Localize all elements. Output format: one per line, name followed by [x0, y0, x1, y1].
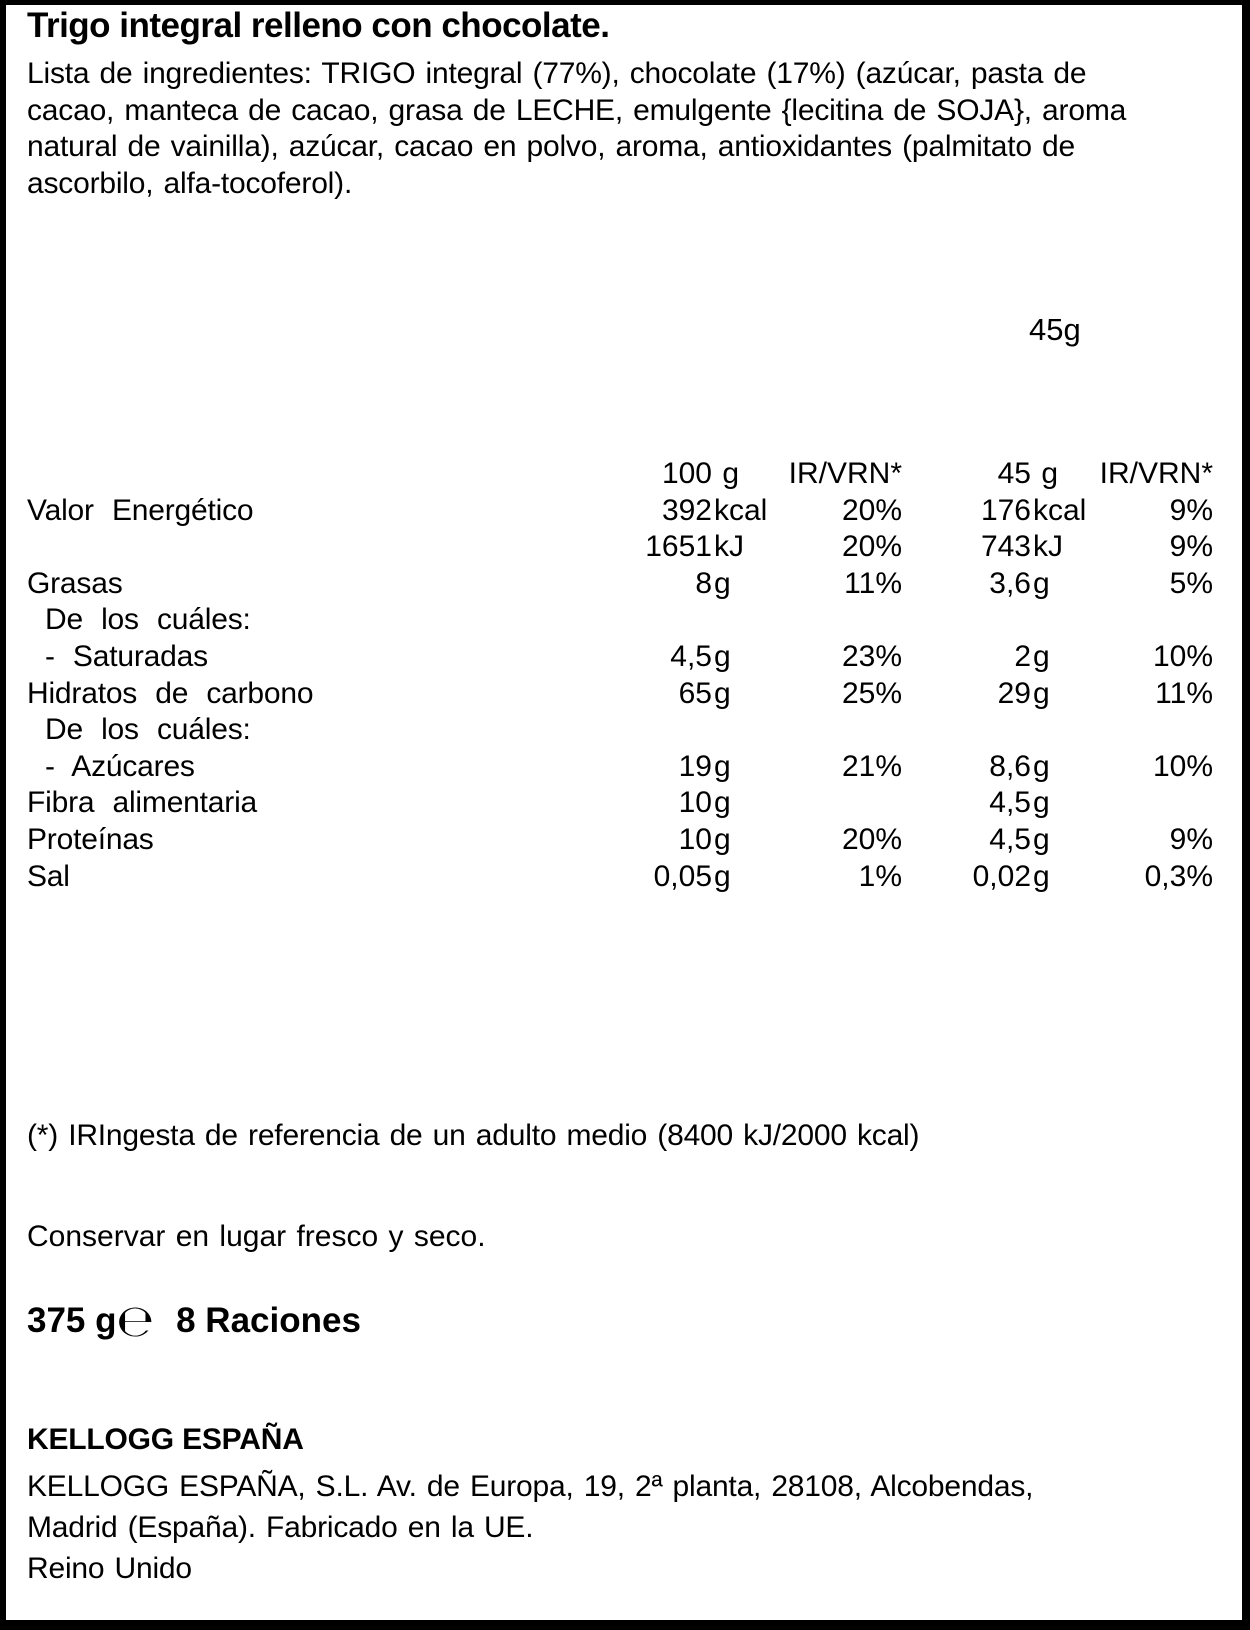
manufacturer-name: KELLOGG ESPAÑA — [27, 1423, 304, 1456]
unit-100g: g — [714, 786, 731, 820]
value-45g: 4,5 — [989, 786, 1031, 820]
value-100g: 10 — [678, 822, 712, 856]
nutrition-table-header-row — [0, 456, 1250, 493]
unit-100g: g — [714, 822, 731, 856]
value-100g: 10 — [678, 786, 712, 820]
unit-100g: g — [714, 676, 731, 710]
unit-45g: g — [1033, 749, 1050, 783]
unit-45g: g — [1033, 566, 1050, 600]
row-label: Fibra alimentaria — [27, 786, 258, 820]
row-label: Sal — [27, 859, 70, 893]
pct-100g: 25% — [841, 676, 902, 710]
unit-100g: g — [714, 639, 731, 673]
row-label: - Saturadas — [45, 639, 208, 673]
pct-45g: 10% — [1152, 639, 1213, 673]
row-label: De los cuáles: — [45, 713, 251, 747]
pct-100g: 23% — [841, 639, 902, 673]
row-label: Valor Energético — [27, 493, 254, 527]
pct-45g: 0,3% — [1144, 859, 1213, 893]
estimated-sign: ℮ — [116, 1296, 155, 1347]
value-45g: 8,6 — [989, 749, 1031, 783]
unit-45g: kcal — [1033, 493, 1087, 527]
nutrition-row-of-which-carb — [0, 712, 1250, 749]
serving-size-note: 45g — [1029, 312, 1081, 347]
col-header-irvrn-1: IR/VRN* — [788, 457, 902, 490]
pct-45g: 9% — [1169, 822, 1213, 856]
row-label: - Azúcares — [45, 749, 195, 783]
unit-45g: g — [1033, 676, 1050, 710]
pct-100g: 21% — [841, 749, 902, 783]
col-header-45g-num: 45 — [997, 457, 1031, 490]
reference-intake-footnote: (*) IRIngesta de referencia de un adulto medio (8400 kJ/2000 kcal) — [27, 1119, 920, 1152]
value-45g: 29 — [997, 676, 1031, 710]
unit-100g: kcal — [714, 493, 768, 527]
pct-100g: 1% — [858, 859, 902, 893]
nutrition-row-fat — [0, 566, 1250, 603]
unit-45g: g — [1033, 822, 1050, 856]
unit-45g: kJ — [1033, 530, 1063, 564]
value-45g: 743 — [980, 530, 1031, 564]
country-of-origin: Reino Unido — [27, 1552, 192, 1585]
nutrition-table — [0, 456, 1250, 895]
pct-45g: 11% — [1155, 676, 1213, 710]
pct-45g: 9% — [1169, 493, 1213, 527]
value-100g: 0,05 — [653, 859, 712, 893]
address-line-1: KELLOGG ESPAÑA, S.L. Av. de Europa, 19, 2ª planta, 28108, Alcobendas, — [27, 1470, 1034, 1503]
row-label: Grasas — [27, 566, 123, 600]
pct-45g: 9% — [1169, 530, 1213, 564]
value-45g: 2 — [1014, 639, 1031, 673]
col-header-100g-unit: g — [714, 457, 740, 490]
net-weight-line — [27, 1296, 361, 1347]
pct-45g: 10% — [1152, 749, 1213, 783]
value-100g: 19 — [678, 749, 712, 783]
pct-100g: 20% — [841, 493, 902, 527]
row-label: De los cuáles: — [45, 603, 251, 637]
pct-100g: 11% — [844, 566, 902, 600]
col-header-100g-num: 100 — [661, 457, 712, 490]
nutrition-row-saturates — [0, 639, 1250, 676]
value-100g: 65 — [678, 676, 712, 710]
nutrition-row-energy-kj — [0, 529, 1250, 566]
storage-instructions: Conservar en lugar fresco y seco. — [27, 1220, 486, 1253]
ingredients-text — [27, 56, 1126, 202]
unit-100g: g — [714, 859, 731, 893]
nutrition-row-sugars — [0, 749, 1250, 786]
col-header-irvrn-2: IR/VRN* — [1099, 457, 1213, 490]
nutrition-row-energy — [0, 493, 1250, 530]
value-45g: 0,02 — [972, 859, 1031, 893]
value-45g: 176 — [980, 493, 1031, 527]
ingredients-line: natural de vainilla), azúcar, cacao en polvo, aroma, antioxidantes (palmitato de — [27, 130, 1075, 163]
ingredients-line: Lista de ingredientes: TRIGO integral (77%), chocolate (17%) (azúcar, pasta de — [27, 57, 1087, 90]
row-label: Proteínas — [27, 822, 154, 856]
value-100g: 4,5 — [670, 639, 712, 673]
col-header-45g-unit: g — [1033, 457, 1059, 490]
ingredients-line: ascorbilo, alfa-tocoferol). — [27, 166, 353, 200]
unit-45g: g — [1033, 639, 1050, 673]
nutrition-row-protein — [0, 822, 1250, 859]
unit-45g: g — [1033, 859, 1050, 893]
unit-100g: g — [714, 566, 731, 600]
value-100g: 392 — [661, 493, 712, 527]
nutrition-row-salt — [0, 859, 1250, 896]
ingredients-line: cacao, manteca de cacao, grasa de LECHE, emulgente {lecitina de SOJA}, aroma — [27, 93, 1127, 127]
product-title: Trigo integral relleno con chocolate. — [27, 6, 610, 45]
nutrition-row-fibre — [0, 785, 1250, 822]
servings-count: 8 Raciones — [176, 1301, 361, 1340]
value-45g: 3,6 — [989, 566, 1031, 600]
nutrition-row-of-which-fat — [0, 602, 1250, 639]
address-line-2: Madrid (España). Fabricado en la UE. — [27, 1511, 534, 1544]
value-45g: 4,5 — [989, 822, 1031, 856]
unit-100g: kJ — [714, 530, 744, 564]
nutrition-row-carbohydrate — [0, 676, 1250, 713]
manufacturer-address — [27, 1466, 1033, 1589]
unit-45g: g — [1033, 786, 1050, 820]
pct-45g: 5% — [1169, 566, 1213, 600]
row-label: Hidratos de carbono — [27, 676, 314, 710]
value-100g: 1651 — [645, 530, 712, 564]
unit-100g: g — [714, 749, 731, 783]
value-100g: 8 — [695, 566, 712, 600]
net-weight: 375 g — [27, 1301, 117, 1340]
pct-100g: 20% — [841, 822, 902, 856]
pct-100g: 20% — [841, 530, 902, 564]
